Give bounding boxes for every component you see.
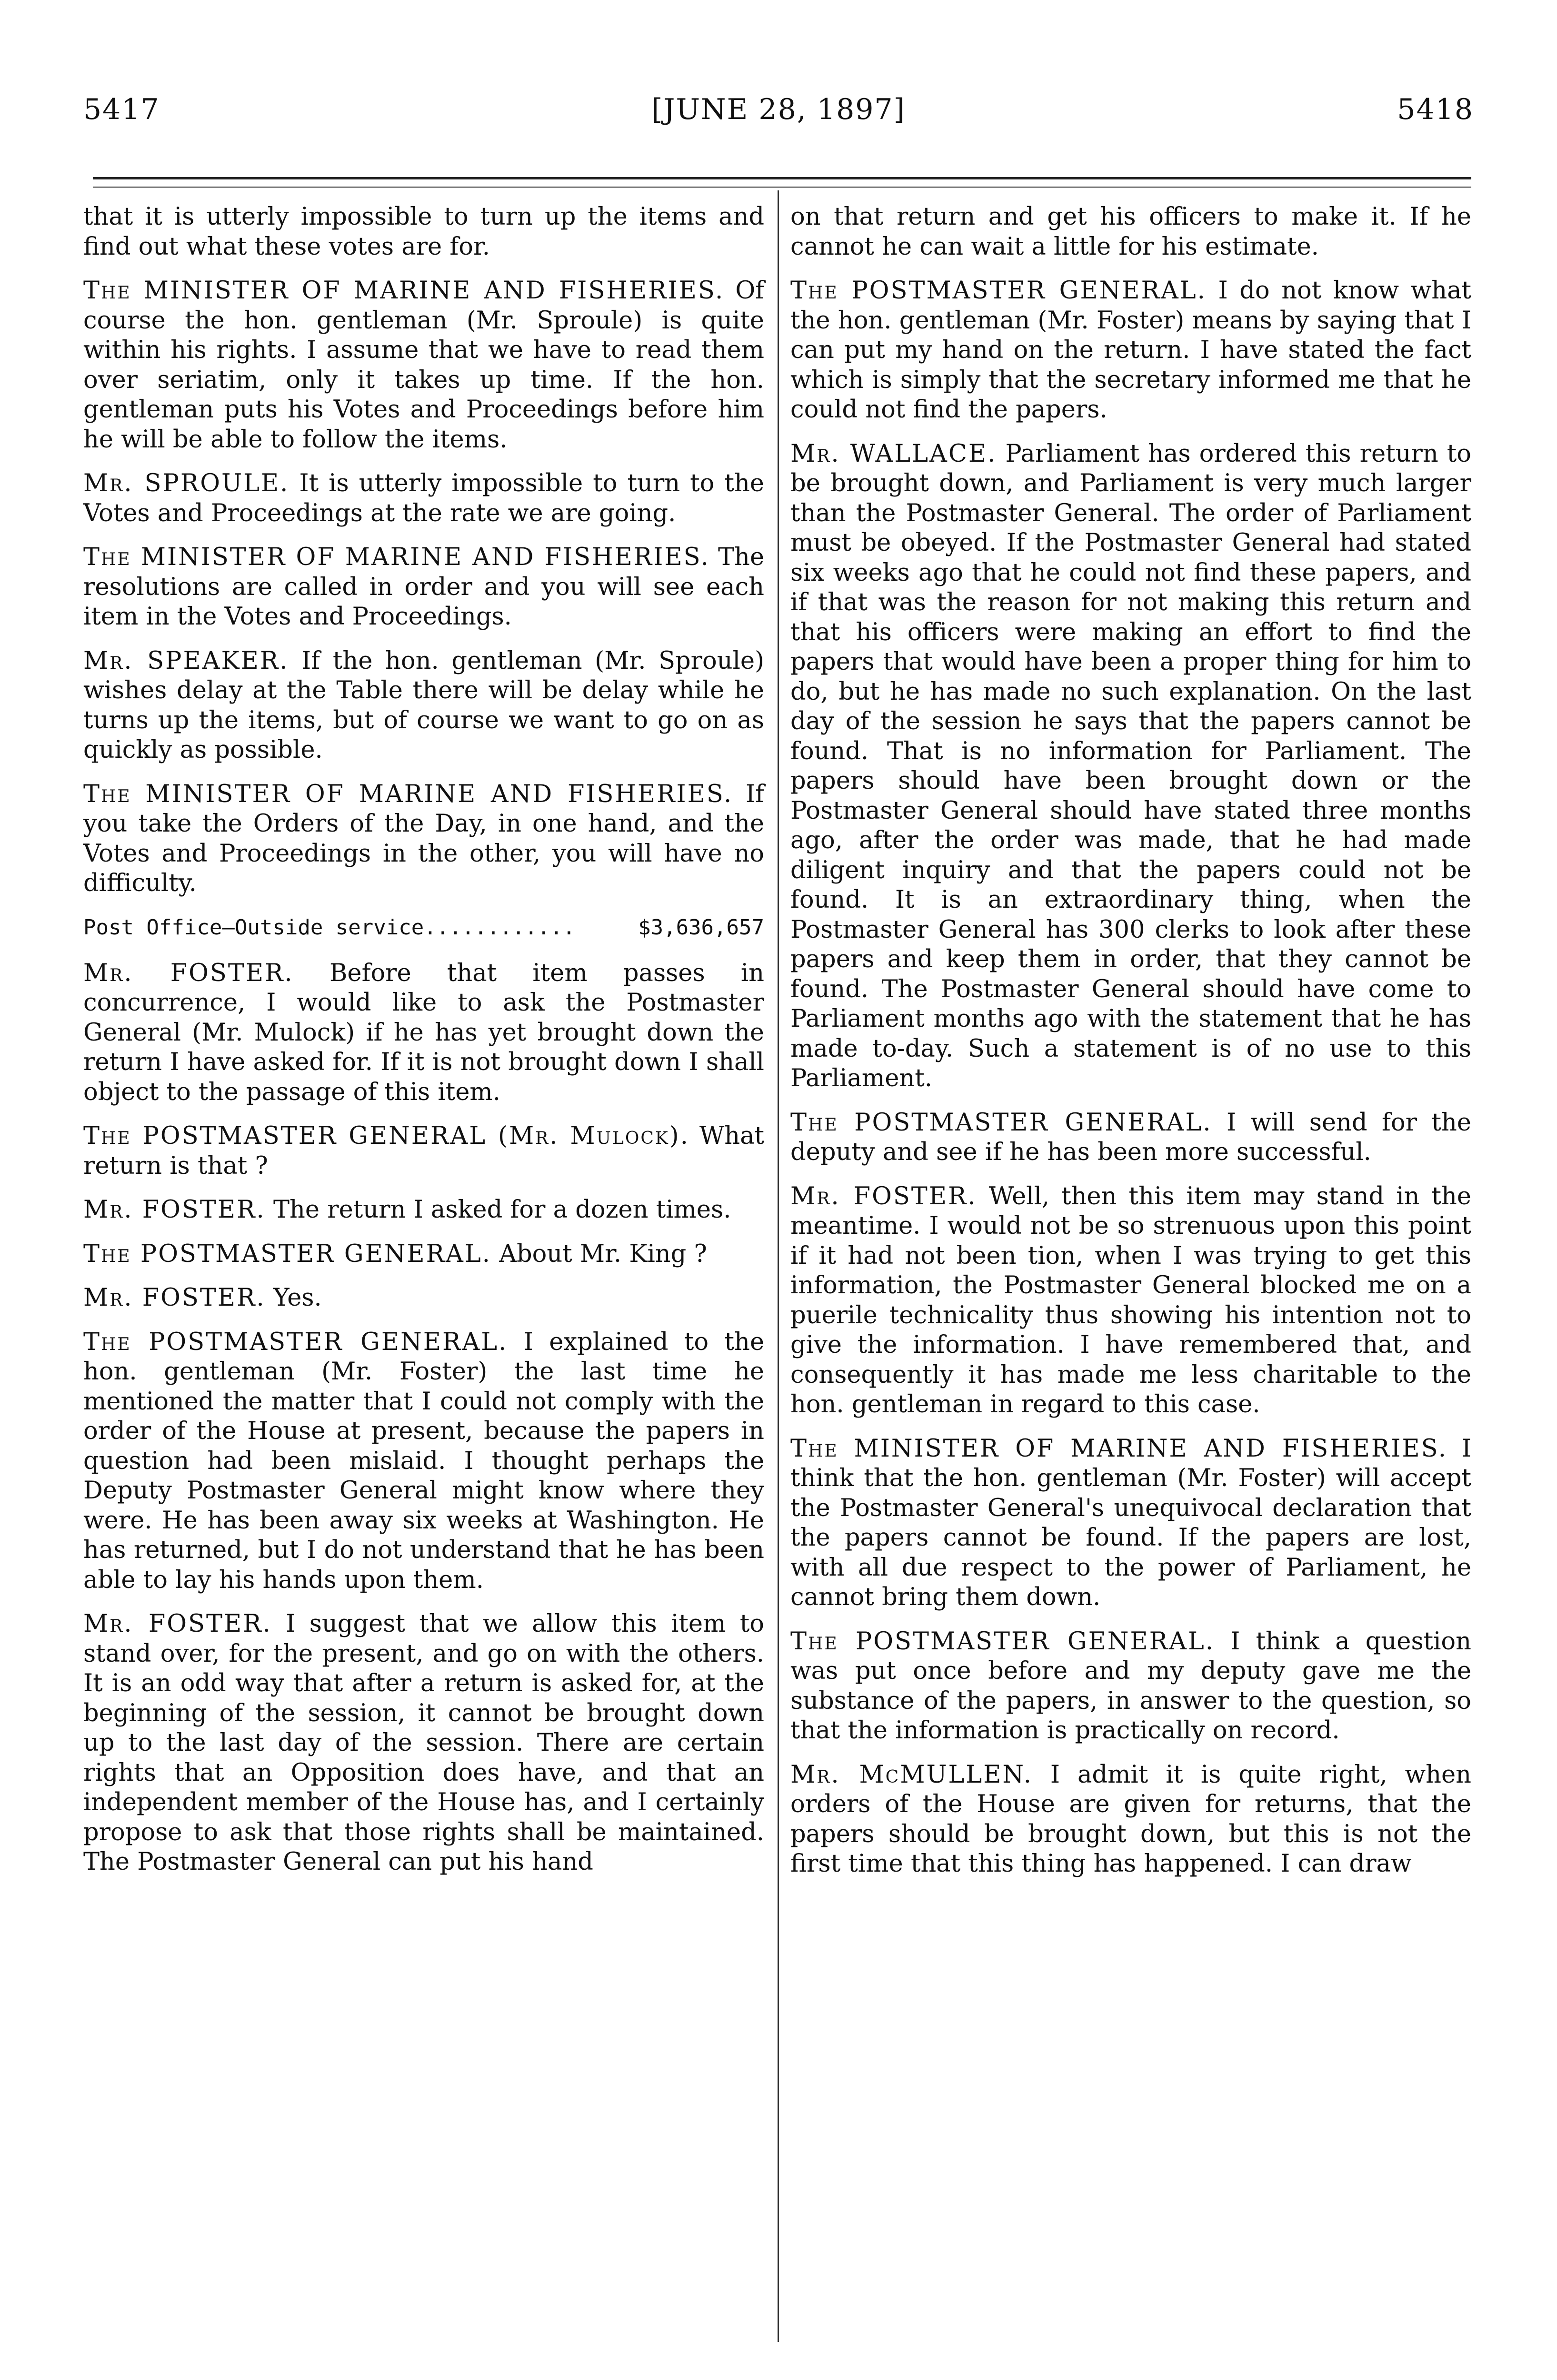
speech-text: I suggest that we allow this item to stand over, for the present, and go on with the others. It is an odd way that after a return is asked for, at the beginning of the session, it cannot be brought down up to the last day of the session. There are certain rights that an Opposition does have, and that an independent member of the House has, and I certainly propose to ask that those rights shall be maintained. The Postmaster General can put his hand [83, 1610, 764, 1876]
speech [83, 959, 764, 1108]
paragraph-text: that it is utterly impossible to turn up the items and find out what these votes are for. [83, 203, 764, 261]
speaker-name: The MINISTER OF MARINE AND FISHERIES. [83, 543, 710, 571]
speaker-name: The POSTMASTER GENERAL. [83, 1328, 508, 1356]
speaker-name: Mr. FOSTER. [83, 1284, 266, 1312]
paragraph [83, 202, 764, 262]
speaker-name: Mr. FOSTER. [83, 959, 294, 987]
estimate-label: Post Office—Outside service [83, 915, 424, 940]
speaker-name: Mr. WALLACE. [790, 439, 997, 468]
speech [83, 1609, 764, 1877]
speech-text: If the hon. gentleman (Mr. Sproule) wishes delay at the Table there will be delay while he turns up the items, but of course we want to go on as quickly as possible. [83, 646, 764, 764]
speech-text: If you take the Orders of the Day, in one hand, and the Votes and Proceedings in the other, you will have no difficulty. [83, 780, 764, 897]
speech-text: I think that the hon. gentleman (Mr. Foster) will accept the Postmaster General's unequivocal declaration that the papers cannot be found. If the papers are lost, with all due respect to the power of Parliament, he cannot bring them down. [790, 1434, 1471, 1611]
speaker-name: Mr. SPROULE. [83, 469, 289, 497]
page-number-right: 5418 [1397, 93, 1474, 126]
speech [83, 780, 764, 899]
column-divider [778, 190, 779, 2342]
speech [790, 1108, 1471, 1168]
speech-text: It is utterly impossible to turn to the Votes and Proceedings at the rate we are going. [83, 469, 764, 527]
speech [83, 1195, 764, 1225]
speech-text: What return is that ? [83, 1122, 764, 1180]
speech-text: Of course the hon. gentleman (Mr. Sproule) is quite within his rights. I assume that we have to read them over seriatim, only it takes up time. If the hon. gentleman puts his Votes and Proceedings before him he will be able to follow the items. [83, 277, 764, 454]
speech [83, 469, 764, 528]
header-rule-thin [93, 187, 1471, 188]
speech-text: Well, then this item may stand in the meantime. I would not be so strenuous upon this point if it had not been tion, when I was trying to get this information, the Postmaster General blocked me on a puerile technicality thus showing his intention not to give the information. I have remembered that, and consequently it has made me less charitable to the hon. gentleman in regard to this case. [790, 1182, 1471, 1418]
speech [790, 1627, 1471, 1746]
speech-text: Before that item passes in concurrence, I would like to ask the Postmaster General (Mr. Mulock) if he has yet brought down the return I have asked for. If it is not brought down I shall object to the passage of this item. [83, 959, 764, 1106]
header-date: [JUNE 28, 1897] [651, 93, 906, 126]
speaker-name: Mr. FOSTER. [83, 1610, 272, 1638]
paragraph-text: on that return and get his officers to make it. If he cannot he can wait a little for his estimate. [790, 203, 1471, 261]
speech [83, 1328, 764, 1596]
speech [83, 646, 764, 765]
right-column [790, 202, 1471, 1894]
speech-text: I explained to the hon. gentleman (Mr. Foster) the last time he mentioned the matter that I could not comply with the order of the House at present, because the papers in question had been mislaid. I thought perhaps the Deputy Postmaster General might know where they were. He has been away six weeks at Washington. He has returned, but I do not understand that he has been able to lay his hands upon them. [83, 1328, 765, 1594]
speaker-name: The POSTMASTER GENERAL (Mr. Mulock). [83, 1122, 689, 1150]
speaker-name: Mr. McMULLEN. [790, 1760, 1033, 1789]
speech-text: The resolutions are called in order and you will see each item in the Votes and Proceedings. [83, 543, 764, 631]
estimate-line [83, 913, 764, 942]
speaker-name: The POSTMASTER GENERAL. [790, 277, 1207, 305]
speech-text: I think a question was put once before and my deputy gave me the substance of the papers, in answer to the question, so that the information is practically on record. [790, 1627, 1471, 1745]
left-column [83, 202, 764, 1892]
speaker-name: Mr. FOSTER. [790, 1182, 977, 1210]
speaker-name: The MINISTER OF MARINE AND FISHERIES. [790, 1434, 1447, 1463]
speech-text: Yes. [273, 1284, 322, 1312]
speech [83, 1283, 764, 1313]
speech [83, 1240, 764, 1269]
speaker-name: Mr. SPEAKER. [83, 646, 289, 675]
speech [83, 1121, 764, 1181]
speaker-name: The POSTMASTER GENERAL. [790, 1108, 1212, 1137]
speech [790, 1760, 1471, 1879]
speech-text: Parliament has ordered this return to be brought down, and Parliament is very much larger than the Postmaster General. The order of Parliament must be obeyed. If the Postmaster General had stated six weeks ago that he could not find these papers, and if that was the reason for not making this return and that his officers were making an effort to find the papers that would have been a proper thing for him to do, but he has made no such explanation. On the last day of the session he says that the papers cannot be found. That is no information for Parliament. The papers should have been brought down or the Postmaster General should have stated three months ago, after the order was made, that he had made diligent inquiry and that the papers could not be found. It is an extraordinary thing, when the Postmaster General has 300 clerks to look after these papers and keep them in order, that they cannot be found. The Postmaster General should have come to Parliament months ago with the statement that he has made to-day. Such a statement is of no use to this Parliament. [790, 439, 1471, 1092]
speech-text: About Mr. King ? [499, 1240, 707, 1268]
speaker-name: The POSTMASTER GENERAL. [83, 1240, 491, 1268]
speech-text: The return I asked for a dozen times. [273, 1196, 731, 1224]
speech [83, 543, 764, 632]
paragraph [790, 202, 1471, 262]
speaker-name: The MINISTER OF MARINE AND FISHERIES. [83, 780, 733, 808]
speech-text: I will send for the deputy and see if he has been more successful. [790, 1108, 1471, 1166]
estimate-leader: ............ [424, 915, 576, 940]
page-number-left: 5417 [83, 93, 160, 126]
estimate-amount: $3,636,657 [638, 915, 764, 940]
speech [790, 439, 1471, 1094]
header-rule [93, 177, 1471, 179]
speech [83, 276, 764, 455]
speaker-name: Mr. FOSTER. [83, 1196, 266, 1224]
speech-text: I do not know what the hon. gentleman (Mr. Foster) means by saying that I can put my hand on the return. I have stated the fact which is simply that the secretary informed me that he could not find the papers. [790, 277, 1471, 424]
page-header [83, 93, 1474, 140]
speech [790, 1434, 1471, 1613]
speaker-name: The MINISTER OF MARINE AND FISHERIES. [83, 277, 725, 305]
speech [790, 276, 1471, 425]
speech [790, 1182, 1471, 1420]
speaker-name: The POSTMASTER GENERAL. [790, 1627, 1215, 1656]
speech-text: I admit it is quite right, when orders of the House are given for returns, that the papers should be brought down, but this is not the first time that this thing has happened. I can draw [790, 1760, 1471, 1878]
